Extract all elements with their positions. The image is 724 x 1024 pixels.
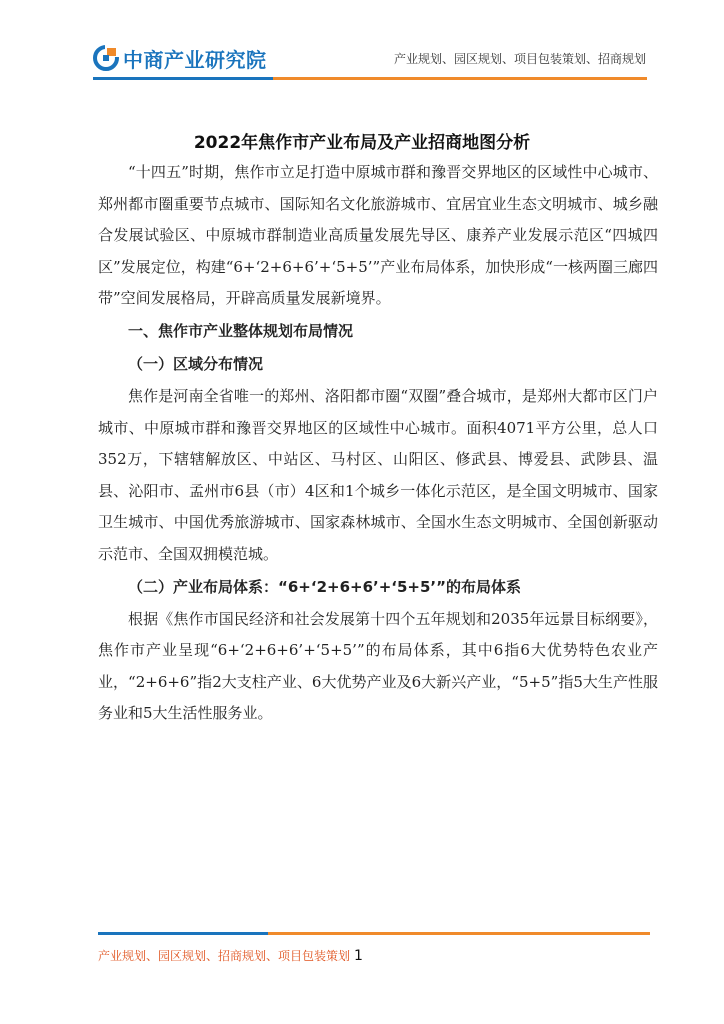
industry-system-paragraph: 根据《焦作市国民经济和社会发展第十四个五年规划和2035年远景目标纲要》，焦作市产业呈现“6+‘2+6+6’+‘5+5’”的布局体系，其中6指6大优势特色农业产业，“2+6+6”指2大支柱产业、6大优势产业及6大新兴产业，“5+5”指5大生产性服务业和5大生活性服务业。: [98, 609, 658, 723]
document-title: 2022年焦作市产业布局及产业招商地图分析: [193, 133, 531, 153]
subsection-heading-industry-system: （二）产业布局体系：“6+‘2+6+6’+‘5+5’”的布局体系: [128, 577, 521, 596]
region-paragraph: 焦作是河南全省唯一的郑州、洛阳都市圈“双圈”叠合城市，是郑州大都市区门户城市、中原城市群和豫晋交界地区的区域性中心城市。面积4071平方公里，总人口352万，下辖辖解放区、中站区、马村区、山阳区、修武县、博爱县、武陟县、温县、沁阳市、孟州市6县（市）4区和1个城乡一体化示范区，是全国文明城市、国家卫生城市、中国优秀旅游城市、国家森林城市、全国水生态文明城市、全国创新驱动示范市、全国双拥模范城。: [98, 386, 658, 563]
footer-services-text: 产业规划、园区规划、招商规划、项目包装策划: [98, 949, 351, 963]
header-rule-orange: [273, 77, 647, 80]
page-header: [0, 0, 724, 90]
logo-mark-icon: [93, 45, 119, 71]
company-logo: [93, 44, 267, 72]
header-tagline: 产业规划、园区规划、项目包装策划、招商规划: [393, 52, 646, 66]
section-heading: 一、焦作市产业整体规划布局情况: [128, 321, 354, 340]
footer-rule-blue: [98, 932, 268, 935]
document-body: [98, 157, 658, 730]
footer-rule-orange: [268, 932, 650, 935]
subsection-heading-region: （一）区域分布情况: [128, 354, 264, 373]
header-rule-blue: [93, 77, 273, 80]
page-number: 1: [354, 948, 363, 964]
logo-text: 中商产业研究院: [123, 47, 267, 72]
page-footer: [98, 947, 363, 964]
intro-paragraph: “十四五”时期，焦作市立足打造中原城市群和豫晋交界地区的区域性中心城市、郑州都市圈重要节点城市、国际知名文化旅游城市、宜居宜业生态文明城市、城乡融合发展试验区、中原城市群制造业高质量发展先导区、康养产业发展示范区“四城四区”发展定位，构建“6+‘2+6+6’+‘5+5’”产业布局体系，加快形成“一核两圈三廊四带”空间发展格局，开辟高质量发展新境界。: [98, 163, 658, 308]
